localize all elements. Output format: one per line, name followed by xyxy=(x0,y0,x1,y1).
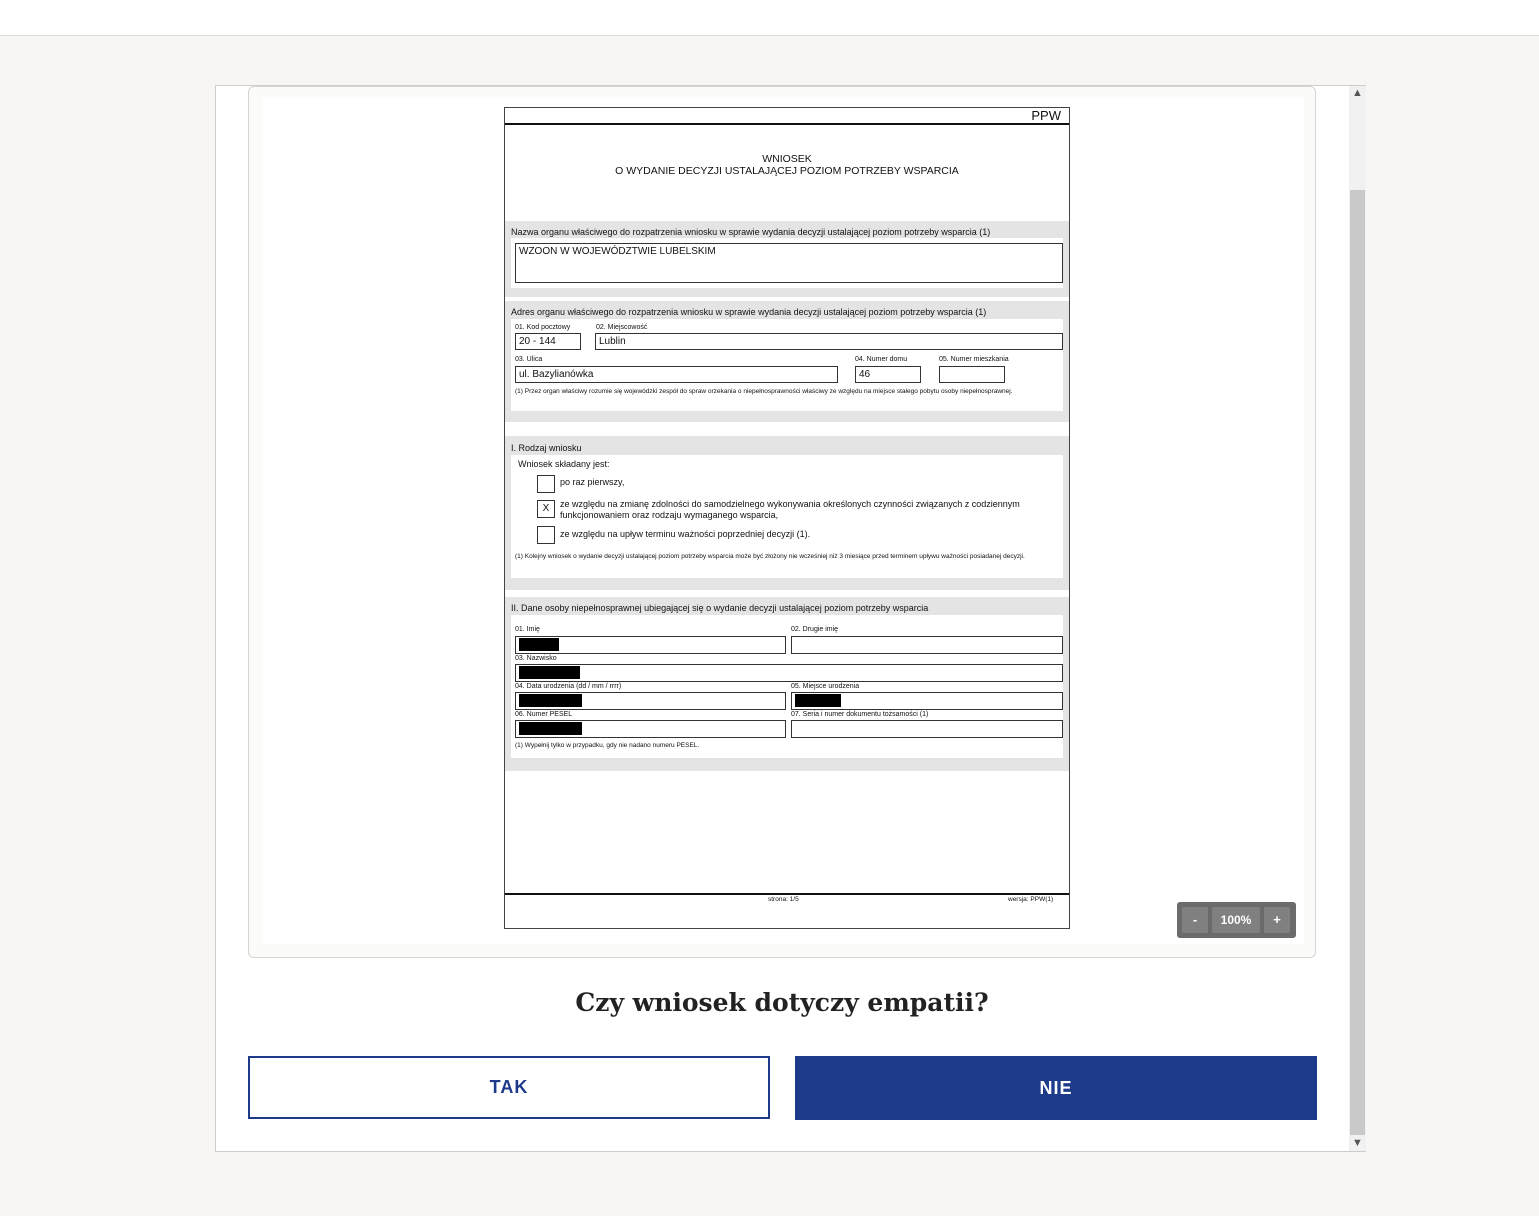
option1-checkbox[interactable] xyxy=(537,475,555,493)
form-code: PPW xyxy=(1031,108,1061,123)
top-bar xyxy=(0,0,1539,36)
scrollbar-thumb[interactable] xyxy=(1350,190,1365,1135)
redaction-pesel xyxy=(519,722,582,735)
zoom-out-button[interactable]: - xyxy=(1182,907,1208,933)
birth-place-label: 05. Miejsce urodzenia xyxy=(791,683,860,690)
id-doc-field xyxy=(791,720,1063,738)
option3-checkbox[interactable] xyxy=(537,526,555,544)
zoom-controls xyxy=(1177,902,1296,938)
house-no-field: 46 xyxy=(855,366,921,383)
option2-checkbox[interactable]: X xyxy=(537,500,555,518)
option2-label: ze względu na zmianę zdolności do samodzielnego wykonywania określonych czynności związanych z codziennym funkcjonowaniem oraz rodzaju wymaganego wsparcia, xyxy=(560,499,1020,520)
postal-code-field: 20 - 144 xyxy=(515,333,581,350)
document-page xyxy=(504,107,1070,929)
footer-rule xyxy=(505,893,1069,895)
question-heading: Czy wniosek dotyczy empatii? xyxy=(575,988,989,1017)
id-doc-label: 07. Seria i numer dokumentu tożsamości (1) xyxy=(791,711,929,718)
surname-label: 03. Nazwisko xyxy=(515,655,557,662)
section2-label: II. Dane osoby niepełnosprawnej ubiegającej się o wydanie decyzji ustalającej poziom potrzeby wsparcia xyxy=(511,603,929,613)
street-label: 03. Ulica xyxy=(515,356,543,363)
section1-intro: Wniosek składany jest: xyxy=(518,459,610,469)
header-rule xyxy=(505,123,1069,125)
section2-note: (1) Wypełnij tylko w przypadku, gdy nie nadano numeru PESEL. xyxy=(515,742,700,749)
section1-note: (1) Kolejny wniosek o wydanie decyzji ustalającej poziom potrzeby wsparcia może być złożony nie wcześniej niż 3 miesiące przed terminem upływu ważności posiadanej decyzji. xyxy=(515,553,1025,560)
pesel-label: 06. Numer PESEL xyxy=(515,711,573,718)
birth-date-label: 04. Data urodzenia (dd / mm / rrrr) xyxy=(515,683,622,690)
address-note: (1) Przez organ właściwy rozumie się wojewódzki zespół do spraw orzekania o niepełnosprawności właściwy ze względu na miejsce stałego pobytu osoby niepełnosprawnej. xyxy=(515,388,1013,395)
zoom-in-button[interactable]: + xyxy=(1264,907,1290,933)
postal-code-label: 01. Kod pocztowy xyxy=(515,324,571,331)
scroll-up-icon[interactable]: ▲ xyxy=(1352,87,1363,99)
organ-name-label: Nazwa organu właściwego do rozpatrzenia wniosku w sprawie wydania decyzji ustalającej poziom potrzeby wsparcia (1) xyxy=(511,227,991,237)
redaction-surname xyxy=(519,666,580,679)
yes-button[interactable]: TAK xyxy=(248,1056,770,1119)
flat-no-field xyxy=(939,366,1005,383)
no-button[interactable]: NIE xyxy=(795,1056,1317,1120)
city-label: 02. Miejscowość xyxy=(596,324,648,331)
form-version: wersja: PPW(1) xyxy=(1008,896,1054,903)
surname-field xyxy=(515,664,1063,682)
organ-name-field: WZOON W WOJEWÓDZTWIE LUBELSKIM xyxy=(515,243,1063,283)
first-name-label: 01. Imię xyxy=(515,626,540,633)
option1-label: po raz pierwszy, xyxy=(560,477,625,487)
zoom-level: 100% xyxy=(1212,907,1260,933)
section1-label: I. Rodzaj wniosku xyxy=(511,443,582,453)
house-no-label: 04. Numer domu xyxy=(855,356,908,363)
redaction-first-name xyxy=(519,638,559,651)
redaction-birth-date xyxy=(519,694,582,707)
doc-title-line1: WNIOSEK xyxy=(762,153,812,165)
doc-title-line2: O WYDANIE DECYZJI USTALAJĄCEJ POZIOM POTRZEBY WSPARCIA xyxy=(615,165,959,177)
option3-label: ze względu na upływ terminu ważności poprzedniej decyzji (1). xyxy=(560,529,811,539)
page-number: strona: 1/5 xyxy=(768,896,799,903)
scroll-down-icon[interactable]: ▼ xyxy=(1352,1137,1363,1149)
street-field: ul. Bazylianówka xyxy=(515,366,838,383)
second-name-field xyxy=(791,636,1063,654)
address-label: Adres organu właściwego do rozpatrzenia wniosku w sprawie wydania decyzji ustalającej poziom potrzeby wsparcia (1) xyxy=(511,307,987,317)
flat-no-label: 05. Numer mieszkania xyxy=(939,356,1009,363)
redaction-birth-place xyxy=(795,694,841,707)
second-name-label: 02. Drugie imię xyxy=(791,626,839,633)
city-field: Lublin xyxy=(595,333,1063,350)
